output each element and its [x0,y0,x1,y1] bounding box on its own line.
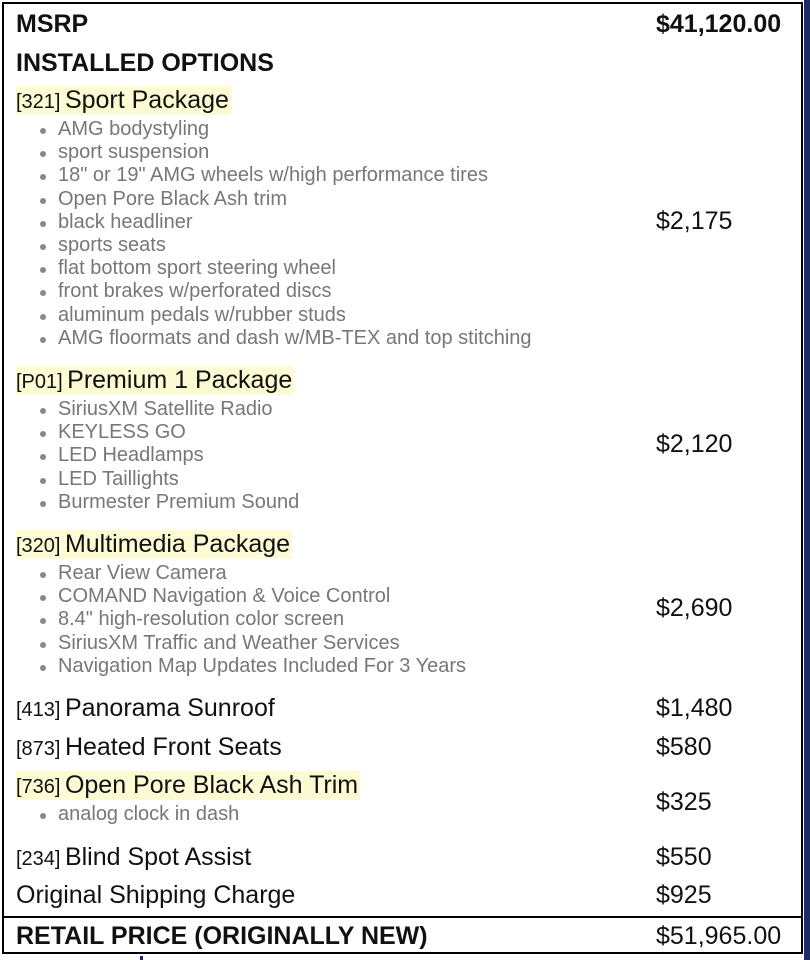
option-name: Blind Spot Assist [64,843,252,871]
feature-item: SiriusXM Traffic and Weather Services [38,632,466,655]
option-title [16,366,294,395]
option-code: [234] [16,848,61,870]
multimedia-package-features [38,562,466,678]
option-title [16,843,253,872]
feature-item: sports seats [38,234,532,257]
multimedia-package-price: $2,690 [656,594,733,622]
option-name: Panorama Sunroof [64,694,275,722]
option-title [16,733,284,762]
feature-item: AMG floormats and dash w/MB-TEX and top stitching [38,327,532,350]
option-title [16,694,277,723]
option-title [16,530,292,559]
feature-item: AMG bodystyling [38,118,532,141]
feature-item: flat bottom sport steering wheel [38,257,532,280]
option-code: [736] [16,776,61,798]
option-code: [P01] [16,371,63,393]
option-multimedia-package [16,530,801,559]
option-name: Heated Front Seats [64,733,282,761]
panorama-sunroof-price: $1,480 [656,694,733,722]
installed-options-heading-row [16,49,801,78]
background-accent-mark [140,956,143,960]
feature-item: front brakes w/perforated discs [38,280,532,303]
feature-item: sport suspension [38,141,532,164]
msrp-label: MSRP [16,10,89,38]
option-code: [873] [16,738,61,760]
background-accent-strip [804,0,810,960]
installed-options-heading: INSTALLED OPTIONS [16,49,274,77]
sport-package-price: $2,175 [656,207,733,235]
option-name: Premium 1 Package [67,366,293,394]
option-code: [320] [16,535,61,557]
retail-price-label: RETAIL PRICE (ORIGINALLY NEW) [16,922,428,950]
premium-1-package-features [38,398,299,514]
feature-item: Open Pore Black Ash trim [38,188,532,211]
heated-front-seats-price: $580 [656,733,712,761]
option-name: Open Pore Black Ash Trim [64,771,359,799]
feature-item: 18" or 19" AMG wheels w/high performance tires [38,164,532,187]
feature-item: analog clock in dash [38,803,239,826]
option-name: Sport Package [64,86,229,114]
feature-item: aluminum pedals w/rubber studs [38,304,532,327]
blind-spot-assist-price: $550 [656,843,712,871]
shipping-label: Original Shipping Charge [16,881,296,909]
feature-item: black headliner [38,211,532,234]
option-code: [413] [16,699,61,721]
msrp-value: $41,120.00 [656,10,782,38]
feature-item: Burmester Premium Sound [38,491,299,514]
feature-item: SiriusXM Satellite Radio [38,398,299,421]
feature-item: LED Taillights [38,468,299,491]
option-title [16,771,360,800]
feature-item: LED Headlamps [38,444,299,467]
retail-price-value: $51,965.00 [656,922,782,950]
open-pore-black-ash-trim-price: $325 [656,788,712,816]
feature-item: 8.4" high-resolution color screen [38,608,466,631]
feature-item: KEYLESS GO [38,421,299,444]
feature-item: COMAND Navigation & Voice Control [38,585,466,608]
option-title [16,86,231,115]
option-name: Multimedia Package [64,530,291,558]
option-premium-1-package [16,366,801,395]
feature-item: Rear View Camera [38,562,466,585]
open-pore-black-ash-trim-features [38,803,239,826]
total-divider [4,916,801,918]
sport-package-features [38,118,532,350]
premium-1-package-price: $2,120 [656,430,733,458]
option-sport-package [16,86,801,115]
window-sticker [2,2,803,954]
option-code: [321] [16,91,61,113]
shipping-value: $925 [656,881,712,909]
feature-item: Navigation Map Updates Included For 3 Years [38,655,466,678]
